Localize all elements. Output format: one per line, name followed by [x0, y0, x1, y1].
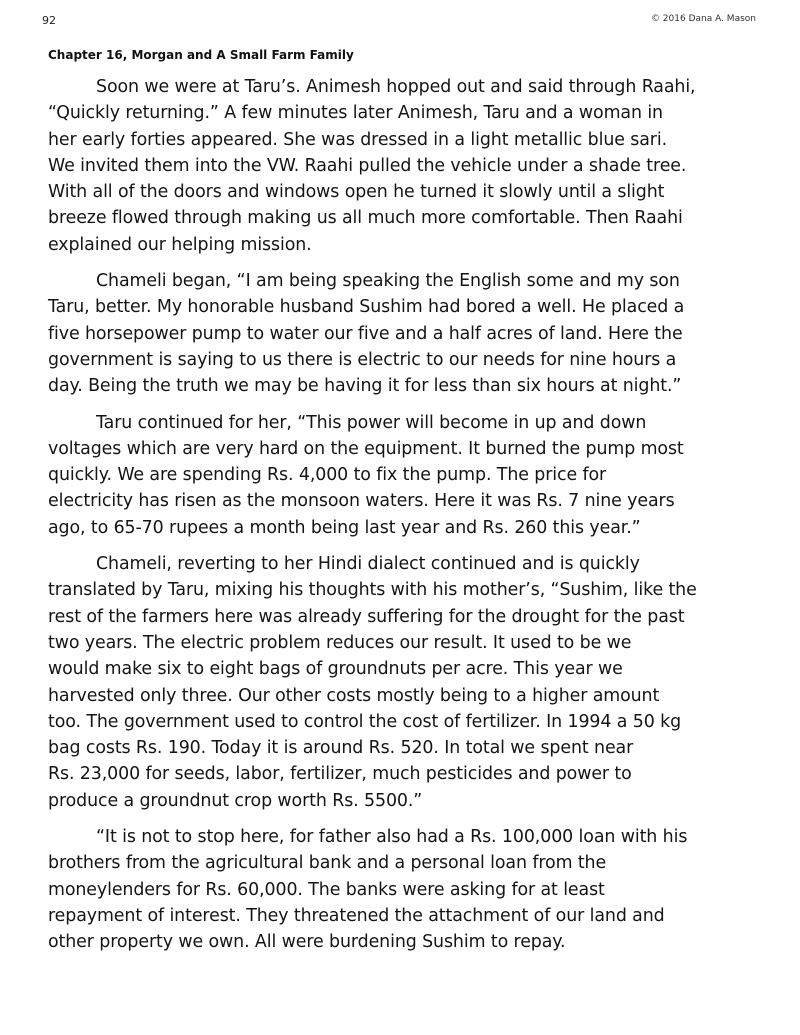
chapter-title: Chapter 16, Morgan and A Small Farm Family: [48, 48, 354, 62]
copyright-notice: © 2016 Dana A. Mason: [650, 14, 756, 24]
paragraph: Taru continued for her, “This power will become in up and down voltages which are very hard on the equipment. It burned the pump most quickly. We are spending Rs. 4,000 to fix the pump. The price for electricity has risen as the monsoon waters. Here it was Rs. 7 nine years ago, to 65-70 rupees a month being last year and Rs. 260 this year.”: [48, 412, 684, 538]
paragraph: Chameli began, “I am being speaking the English some and my son Taru, better. My honorable husband Sushim had bored a well. He placed a five horsepower pump to water our five and a half acres of land. Here the government is saying to us there is electric to our needs for nine hours a day. Being the truth we may be having it for less than six hours at night.”: [48, 271, 685, 397]
paragraph: Soon we were at Taru’s. Animesh hopped out and said through Raahi, “Quickly returning.” A few minutes later Animesh, Taru and a woman in her early forties appeared. She was dressed in a light metallic blue sari. We invited them into the VW. Raahi pulled the vehicle under a shade tree. With all of the doors and windows open he turned it slowly until a slight breeze flowed through making us all much more comfortable. Then Raahi explained our helping mission.: [48, 77, 696, 255]
paragraph: Chameli, reverting to her Hindi dialect continued and is quickly translated by Taru, mixing his thoughts with his mother’s, “Sushim, like the rest of the farmers here was already suffering for the drought for the past two years. The electric problem reduces our result. It used to be we would make six to eight bags of groundnuts per acre. This year we harvested only three. Our other costs mostly being to a higher amount too. The government used to control the cost of fertilizer. In 1994 a 50 kg bag costs Rs. 190. Today it is around Rs. 520. In total we spent near Rs. 23,000 for seeds, labor, fertilizer, much pesticides and power to produce a groundnut crop worth Rs. 5500.”: [48, 554, 697, 811]
page-number: 92: [42, 14, 56, 27]
paragraph: “It is not to stop here, for father also had a Rs. 100,000 loan with his brothers from the agricultural bank and a personal loan from the moneylenders for Rs. 60,000. The banks were asking for at least repayment of interest. They threatened the attachment of our land and other property we own. All were burdening Sushim to repay.: [48, 827, 688, 953]
body-text: [48, 74, 760, 966]
